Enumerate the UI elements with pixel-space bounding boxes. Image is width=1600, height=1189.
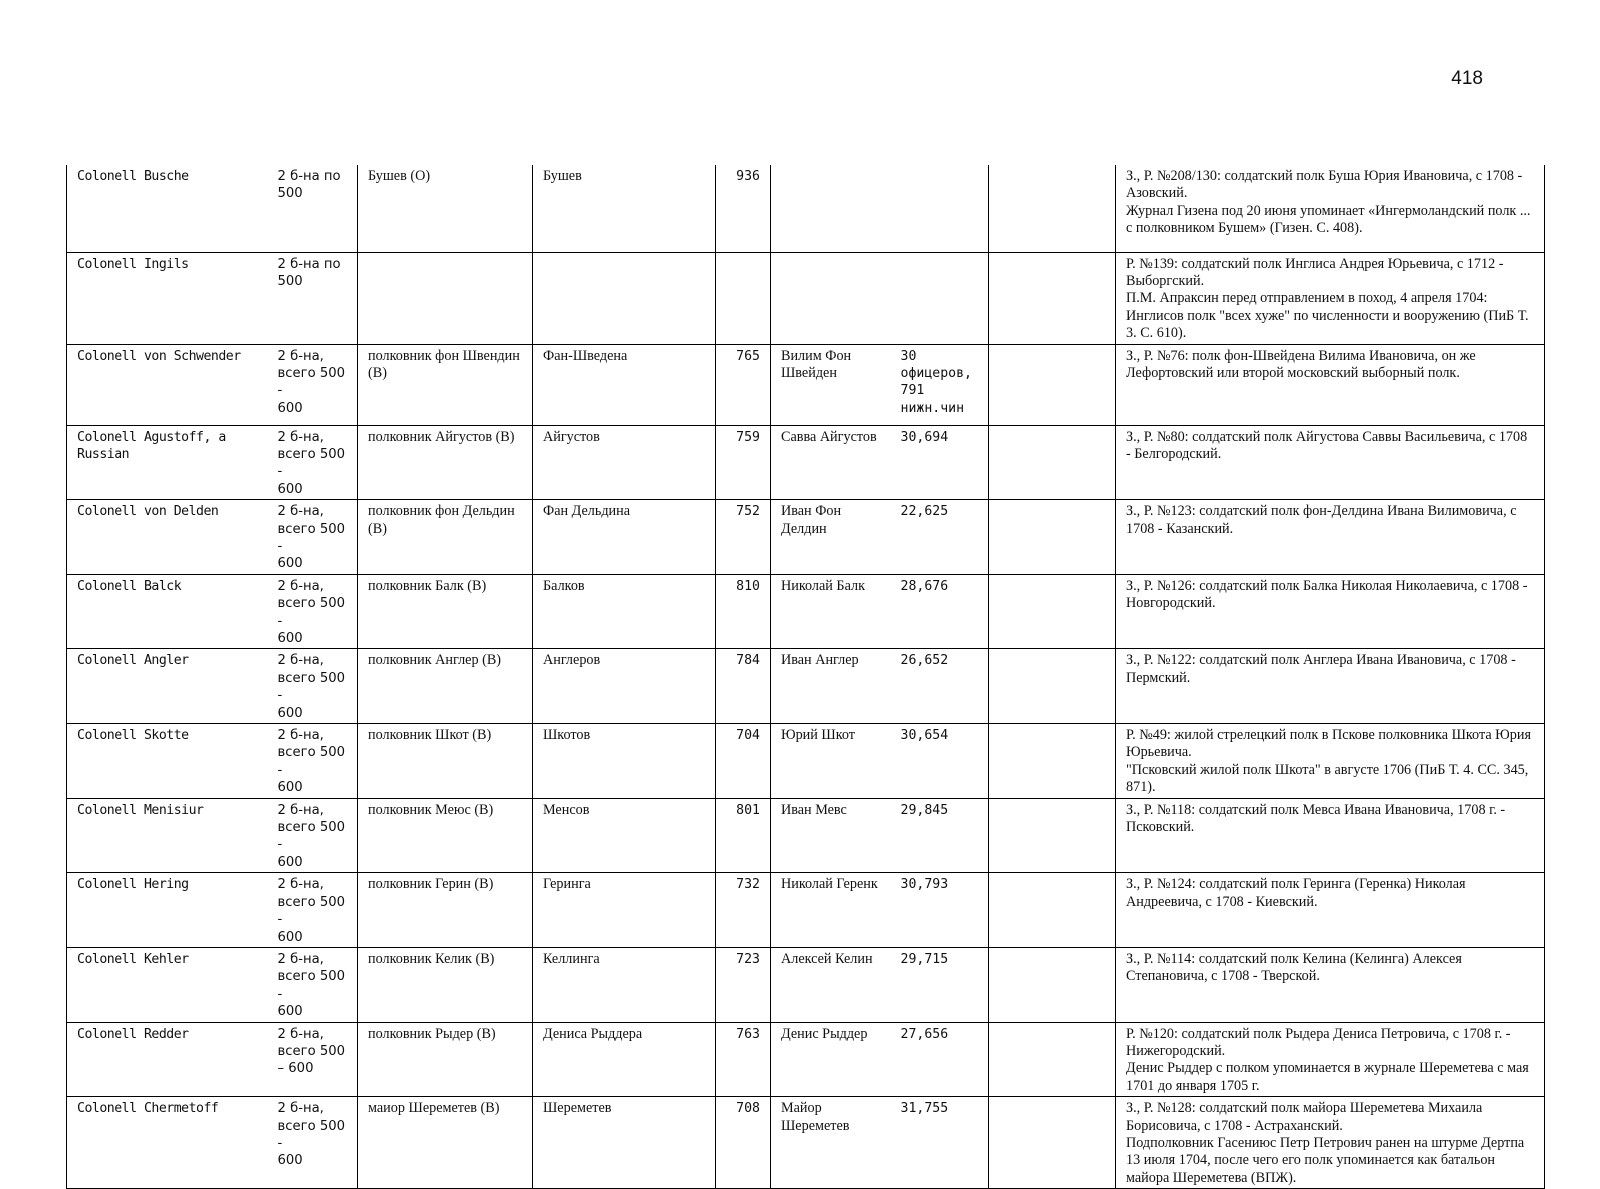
regiment-cell [533, 344, 716, 425]
count-cell [891, 873, 989, 948]
number-cell-text: 936 [736, 169, 760, 184]
number-cell-text: 732 [736, 877, 760, 893]
colonel-cell [67, 574, 268, 649]
count-cell [891, 1097, 989, 1189]
person-cell [771, 649, 891, 724]
person-cell-text: Николай Геренк [781, 876, 878, 893]
count-cell [891, 500, 989, 575]
note-cell-text: З., Р. №126: солдатский полк Балка Николая Николаевича, с 1708 - Новгородский. [1126, 577, 1528, 612]
title-cell [358, 165, 533, 252]
regiment-cell-text: Англеров [543, 652, 601, 669]
note-cell [1116, 1097, 1545, 1189]
regiment-cell-text: Фан-Шведена [543, 347, 628, 364]
person-cell [771, 165, 891, 252]
battalions-cell-text: 2 б-на по 500 [277, 169, 341, 202]
count-cell-text: 30 офицеров, 791 нижн.чин [900, 348, 972, 416]
person-cell [771, 425, 891, 500]
title-cell [358, 947, 533, 1022]
count-cell [891, 649, 989, 724]
title-cell [358, 724, 533, 799]
title-cell [358, 425, 533, 500]
colonel-cell-text: Colonell Busche [77, 169, 189, 184]
battalions-cell [268, 1022, 358, 1097]
table-row [67, 165, 1545, 252]
regiment-cell [533, 1022, 716, 1097]
battalions-cell-text: 2 б-на по 500 [277, 256, 341, 289]
title-cell-text: полковник фон Дельдин (В) [368, 503, 515, 537]
note-cell-text: З., Р. №114: солдатский полк Келина (Келинга) Алексея Степановича, с 1708 - Тверской. [1126, 950, 1462, 985]
person-cell [771, 724, 891, 799]
regiment-cell-text: Дениса Рыддера [543, 1025, 643, 1042]
regiment-cell [533, 873, 716, 948]
note-cell-text: Р. №120: солдатский полк Рыдера Дениса Петровича, с 1708 г. - Нижегородский. Денис Рыддер с полком упоминается в журнале Шереметева с мая 1701 до января 1705 г. [1126, 1025, 1529, 1094]
person-cell [771, 344, 891, 425]
number-cell [716, 344, 771, 425]
person-cell [771, 873, 891, 948]
title-cell-text: полковник Балк (В) [368, 577, 487, 594]
regiments-table [66, 165, 1545, 1189]
table-row [67, 1022, 1545, 1097]
colonel-cell [67, 873, 268, 948]
colonel-cell-text: Colonell von Delden [77, 504, 219, 520]
extra-cell [989, 252, 1116, 344]
count-cell-text: 29,845 [900, 802, 949, 818]
colonel-cell [67, 252, 268, 344]
battalions-cell [268, 798, 358, 873]
count-cell-text: 28,676 [900, 578, 949, 594]
number-cell-text: 759 [736, 429, 760, 445]
colonel-cell-text: Colonell Balck [77, 578, 182, 594]
count-cell-text: 31,755 [900, 1101, 949, 1117]
count-cell [891, 798, 989, 873]
extra-cell [989, 165, 1116, 252]
extra-cell [989, 873, 1116, 948]
colonel-cell-text: Colonell Hering [77, 877, 189, 893]
colonel-cell [67, 425, 268, 500]
colonel-cell-text: Colonell Angler [77, 653, 189, 669]
note-cell [1116, 947, 1545, 1022]
title-cell-text: полковник Меюс (В) [368, 801, 494, 818]
count-cell-text: 30,694 [900, 429, 949, 445]
battalions-cell-text: 2 б-на, всего 500 - 600 [277, 504, 345, 572]
number-cell-text: 708 [736, 1101, 760, 1117]
count-cell-text: 29,715 [900, 951, 949, 967]
number-cell-text: 784 [736, 653, 760, 669]
battalions-cell [268, 425, 358, 500]
regiment-cell [533, 252, 716, 344]
regiment-cell [533, 425, 716, 500]
colonel-cell-text: Colonell Redder [77, 1026, 189, 1042]
person-cell-text: Денис Рыддер [781, 1025, 868, 1042]
note-cell-text: З., Р. №76: полк фон-Швейдена Вилима Ивановича, он же Лефортовский или второй московский выборный полк. [1126, 347, 1476, 381]
person-cell-text: Вилим Фон Швейден [781, 347, 852, 381]
regiment-cell [533, 724, 716, 799]
regiment-cell [533, 574, 716, 649]
regiment-cell-text: Бушев [543, 168, 582, 184]
title-cell [358, 344, 533, 425]
colonel-cell [67, 1097, 268, 1189]
colonel-cell-text: Colonell Menisiur [77, 802, 204, 818]
table-row [67, 947, 1545, 1022]
battalions-cell [268, 500, 358, 575]
battalions-cell-text: 2 б-на, всего 500 - 600 [277, 348, 345, 416]
colonel-cell-text: Colonell Chermetoff [77, 1101, 219, 1117]
colonel-cell [67, 947, 268, 1022]
count-cell [891, 344, 989, 425]
title-cell-text: полковник Шкот (В) [368, 727, 492, 744]
number-cell [716, 724, 771, 799]
title-cell [358, 798, 533, 873]
extra-cell [989, 1097, 1116, 1189]
note-cell [1116, 500, 1545, 575]
count-cell [891, 165, 989, 252]
person-cell [771, 947, 891, 1022]
person-cell [771, 798, 891, 873]
regiment-cell-text: Геринга [543, 876, 591, 893]
battalions-cell-text: 2 б-на, всего 500 - 600 [277, 728, 345, 796]
note-cell-text: З., Р. №80: солдатский полк Айгустова Саввы Васильевича, с 1708 - Белгородский. [1126, 428, 1528, 462]
number-cell [716, 649, 771, 724]
battalions-cell [268, 873, 358, 948]
number-cell [716, 252, 771, 344]
extra-cell [989, 798, 1116, 873]
battalions-cell-text: 2 б-на, всего 500 - 600 [277, 578, 345, 646]
regiment-cell-text: Балков [543, 577, 585, 594]
person-cell-text: Иван Мевс [781, 801, 847, 818]
colonel-cell-text: Colonell Agustoff, a Russian [77, 429, 226, 462]
number-cell-text: 810 [736, 578, 760, 594]
regiment-cell [533, 947, 716, 1022]
extra-cell [989, 574, 1116, 649]
note-cell [1116, 873, 1545, 948]
number-cell [716, 873, 771, 948]
battalions-cell [268, 574, 358, 649]
note-cell [1116, 344, 1545, 425]
note-cell-text: З., Р. №128: солдатский полк майора Шереметева Михаила Борисовича, с 1708 - Астраханский. Подполковник Гасениюс Петр Петрович ранен на штурме Дертпа 13 июля 1704, после чего его полк упоминается как батальон майора Шереметева (ВПЖ). [1126, 1100, 1525, 1186]
table-row [67, 873, 1545, 948]
regiment-cell-text: Фан Дельдина [543, 503, 631, 520]
title-cell-text: полковник Келик (В) [368, 950, 495, 967]
count-cell-text: 27,656 [900, 1026, 949, 1042]
title-cell-text: полковник Айгустов (В) [368, 428, 515, 445]
regiment-cell-text: Келлинга [543, 950, 600, 967]
title-cell [358, 1097, 533, 1189]
colonel-cell [67, 649, 268, 724]
battalions-cell [268, 649, 358, 724]
person-cell-text: Николай Балк [781, 577, 865, 594]
person-cell-text: Иван Фон Делдин [781, 503, 842, 537]
extra-cell [989, 724, 1116, 799]
title-cell-text: полковник фон Швендин (В) [368, 347, 520, 381]
colonel-cell [67, 500, 268, 575]
colonel-cell [67, 165, 268, 252]
extra-cell [989, 1022, 1116, 1097]
number-cell [716, 1097, 771, 1189]
note-cell-text: З., Р. №124: солдатский полк Геринга (Геренка) Николая Андреевича, с 1708 - Киевский. [1126, 876, 1466, 910]
note-cell [1116, 574, 1545, 649]
note-cell-text: З., Р. №123: солдатский полк фон-Делдина Ивана Вилимовича, с 1708 - Казанский. [1126, 503, 1517, 537]
note-cell [1116, 165, 1545, 252]
colonel-cell [67, 724, 268, 799]
extra-cell [989, 947, 1116, 1022]
number-cell [716, 947, 771, 1022]
regiment-cell [533, 165, 716, 252]
battalions-cell-text: 2 б-на, всего 500 – 600 [277, 1026, 345, 1077]
count-cell-text: 30,793 [900, 877, 949, 893]
battalions-cell-text: 2 б-на, всего 500 - 600 [277, 802, 345, 870]
title-cell [358, 574, 533, 649]
person-cell [771, 1097, 891, 1189]
table-row [67, 500, 1545, 575]
note-cell [1116, 252, 1545, 344]
title-cell-text: полковник Англер (В) [368, 652, 502, 669]
extra-cell [989, 425, 1116, 500]
colonel-cell-text: Colonell Kehler [77, 951, 189, 967]
battalions-cell-text: 2 б-на, всего 500 - 600 [277, 653, 345, 721]
table-row [67, 252, 1545, 344]
number-cell-text: 752 [736, 504, 760, 520]
note-cell [1116, 724, 1545, 799]
count-cell-text: 30,654 [900, 728, 949, 744]
note-cell-text: З., Р. №118: солдатский полк Мевса Ивана Ивановича, 1708 г. - Псковский. [1126, 801, 1506, 836]
title-cell [358, 1022, 533, 1097]
count-cell [891, 947, 989, 1022]
battalions-cell-text: 2 б-на, всего 500 - 600 [277, 877, 345, 945]
table-row [67, 649, 1545, 724]
note-cell-text: З., Р. №122: солдатский полк Англера Ивана Ивановича, с 1708 - Пермский. [1126, 652, 1516, 686]
person-cell-text: Майор Шереметев [781, 1100, 850, 1134]
battalions-cell [268, 1097, 358, 1189]
number-cell-text: 723 [736, 951, 760, 967]
count-cell-text: 22,625 [900, 504, 949, 520]
note-cell [1116, 1022, 1545, 1097]
title-cell [358, 873, 533, 948]
person-cell [771, 1022, 891, 1097]
person-cell [771, 500, 891, 575]
count-cell [891, 724, 989, 799]
colonel-cell [67, 344, 268, 425]
regiment-cell-text: Айгустов [543, 428, 600, 445]
battalions-cell [268, 252, 358, 344]
title-cell-text: маиор Шереметев (В) [368, 1100, 500, 1117]
number-cell [716, 798, 771, 873]
number-cell [716, 500, 771, 575]
colonel-cell-text: Colonell Ingils [77, 256, 189, 272]
note-cell [1116, 798, 1545, 873]
regiment-cell [533, 798, 716, 873]
colonel-cell [67, 798, 268, 873]
battalions-cell-text: 2 б-на, всего 500 - 600 [277, 951, 345, 1020]
count-cell [891, 425, 989, 500]
regiment-cell-text: Менсов [543, 801, 590, 818]
note-cell-text: З., Р. №208/130: солдатский полк Буша Юрия Ивановича, с 1708 - Азовский. Журнал Гизена под 20 июня упоминает «Ингермоландский полк ... с полковником Бушем» (Гизен. С. 408). [1126, 168, 1531, 237]
colonel-cell-text: Colonell Skotte [77, 728, 189, 744]
number-cell [716, 574, 771, 649]
person-cell-text: Алексей Келин [781, 950, 873, 967]
number-cell [716, 1022, 771, 1097]
regiment-cell-text: Шкотов [543, 727, 591, 744]
number-cell-text: 763 [736, 1026, 760, 1042]
table-row [67, 344, 1545, 425]
number-cell-text: 801 [736, 802, 760, 818]
count-cell [891, 252, 989, 344]
number-cell [716, 425, 771, 500]
regiment-cell [533, 1097, 716, 1189]
colonel-cell [67, 1022, 268, 1097]
battalions-cell [268, 344, 358, 425]
number-cell-text: 704 [736, 728, 760, 744]
person-cell-text: Иван Англер [781, 652, 859, 669]
extra-cell [989, 649, 1116, 724]
title-cell [358, 252, 533, 344]
note-cell-text: Р. №49: жилой стрелецкий полк в Пскове полковника Шкота Юрия Юрьевича. "Псковский жилой полк Шкота" в августе 1706 (ПиБ Т. 4. СС. 345, 871). [1126, 727, 1531, 796]
table-row [67, 798, 1545, 873]
note-cell [1116, 649, 1545, 724]
table-row [67, 1097, 1545, 1189]
title-cell [358, 500, 533, 575]
person-cell-text: Савва Айгустов [781, 428, 877, 445]
count-cell-text: 26,652 [900, 653, 949, 669]
note-cell [1116, 425, 1545, 500]
title-cell-text: Бушев (О) [368, 168, 431, 184]
number-cell [716, 165, 771, 252]
battalions-cell-text: 2 б-на, всего 500 - 600 [277, 1101, 345, 1169]
table-body [67, 165, 1545, 1189]
table-row [67, 425, 1545, 500]
page-number: 418 [1451, 68, 1483, 89]
extra-cell [989, 500, 1116, 575]
title-cell-text: полковник Рыдер (В) [368, 1025, 496, 1042]
person-cell [771, 252, 891, 344]
table-row [67, 574, 1545, 649]
title-cell [358, 649, 533, 724]
battalions-cell [268, 947, 358, 1022]
number-cell-text: 765 [736, 348, 760, 364]
battalions-cell [268, 165, 358, 252]
battalions-cell-text: 2 б-на, всего 500 - 600 [277, 429, 345, 497]
person-cell-text: Юрий Шкот [781, 727, 855, 744]
extra-cell [989, 344, 1116, 425]
count-cell [891, 1022, 989, 1097]
regiment-cell [533, 500, 716, 575]
person-cell [771, 574, 891, 649]
table-row [67, 724, 1545, 799]
count-cell [891, 574, 989, 649]
title-cell-text: полковник Герин (В) [368, 876, 494, 893]
regiment-cell-text: Шереметев [543, 1100, 612, 1117]
regiment-cell [533, 649, 716, 724]
colonel-cell-text: Colonell von Schwender [77, 348, 241, 364]
battalions-cell [268, 724, 358, 799]
note-cell-text: Р. №139: солдатский полк Инглиса Андрея Юрьевича, с 1712 - Выборгский. П.М. Апраксин перед отправлением в поход, 4 апреля 1704: Инглисов полк "всех хуже" по численности и вооружению (ПиБ Т. 3. С. 610). [1126, 255, 1529, 342]
